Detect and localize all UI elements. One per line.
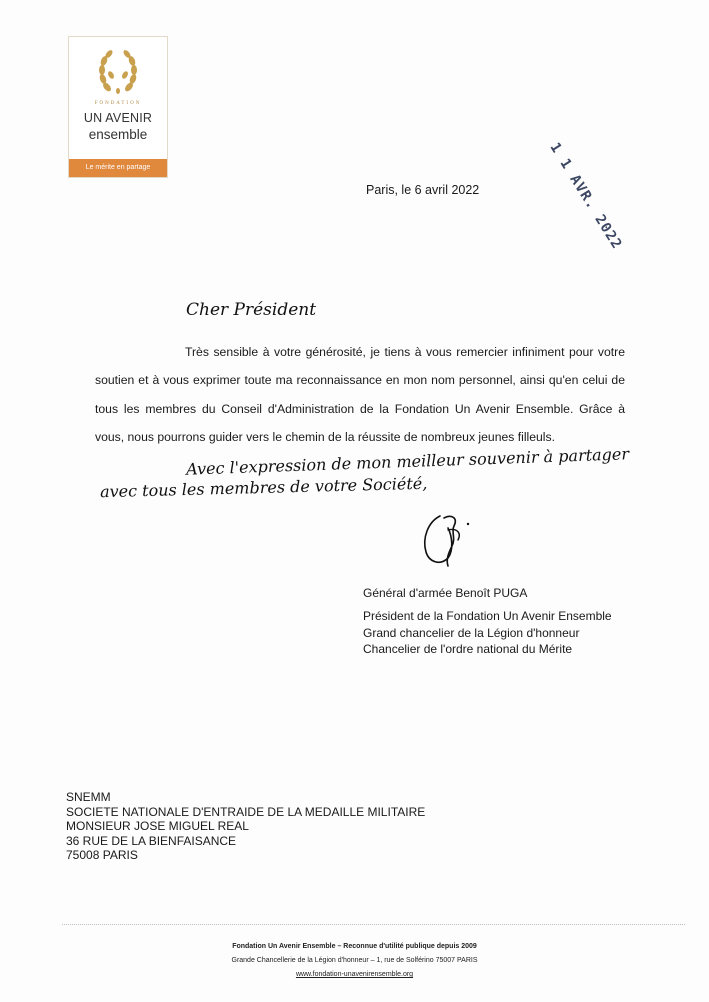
address-line: SOCIETE NATIONALE D'ENTRAIDE DE LA MEDAILLE MILITAIRE [66,804,426,819]
address-line: 75008 PARIS [66,848,138,862]
signature-icon [418,508,478,570]
signer-titles [363,608,612,658]
foundation-logo [68,36,168,178]
logo-title-line2: ensemble [88,127,148,142]
recipient-address [66,790,425,863]
signer-title: Grand chancelier de la Légion d'honneur [363,625,580,640]
address-line: MONSIEUR JOSE MIGUEL REAL [66,819,249,833]
logo-tagline: Le mérite en partage [69,159,167,177]
address-line: SNEMM [66,790,111,804]
received-date-stamp: 1 1 AVR. 2022 [546,140,625,253]
signer-title: Chancelier de l'ordre national du Mérite [363,642,573,656]
signer-name: Général d'armée Benoît PUGA [363,586,528,600]
letter-body [95,338,625,451]
handwritten-closing-line2: avec tous les membres de votre Société, [99,473,428,502]
body-paragraph: Très sensible à votre générosité, je tiens à vous remercier infiniment pour votre soutien et à vous exprimer toute ma reconnaissance en mon nom personnel, ainsi qu'en celui de tous les membres du Conseil d'Administration de la Fondation Un Avenir Ensemble. Grâce à vous, nous pourrons guider vers le chemin de la réussite de nombreux jeunes filleuls. [95,345,625,444]
letter-footer [0,940,709,982]
footer-divider [62,924,685,925]
handwritten-closing-line1: Avec l'expression de mon meilleur souvenir à partager [185,444,630,479]
footer-website-link[interactable]: www.fondation-unavenirensemble.org [295,971,414,978]
logo-title-line1: UN AVENIR [83,111,153,125]
letter-date: Paris, le 6 avril 2022 [366,183,480,197]
footer-foundation-line: Fondation Un Avenir Ensemble – Reconnue d'utilité publique depuis 2009 [232,943,477,950]
signer-title: Président de la Fondation Un Avenir Ensemble [363,609,612,623]
handwritten-salutation: Cher Président [186,300,317,320]
laurel-wreath-icon [93,47,143,97]
address-line: 36 RUE DE LA BIENFAISANCE [66,833,237,848]
footer-address-line: Grande Chancellerie de la Légion d'honneur – 1, rue de Solférino 75007 PARIS [231,957,478,964]
logo-fondation-text: FONDATION [94,101,142,106]
